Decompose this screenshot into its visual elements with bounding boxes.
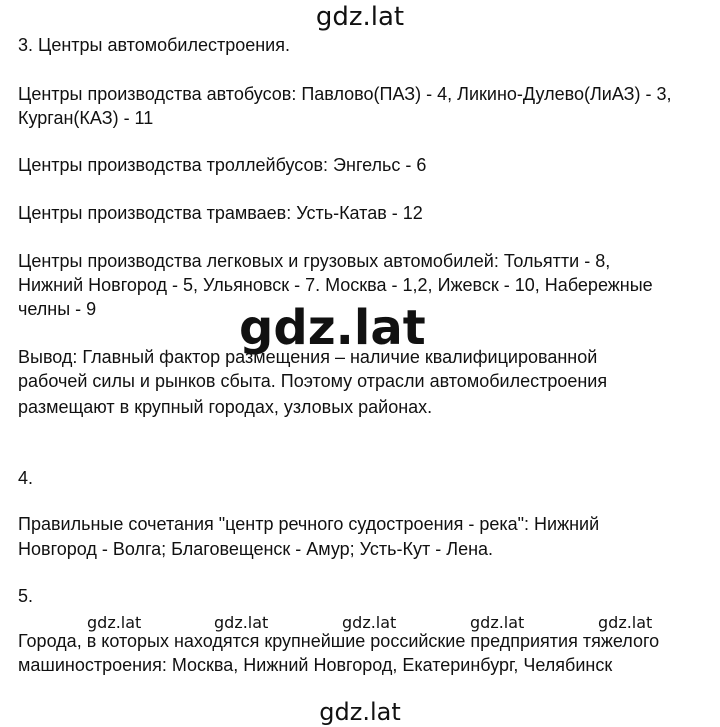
- conclusion-line-3: размещают в крупный городах, узловых районах.: [18, 397, 433, 417]
- watermark-small-4: gdz.lat: [470, 613, 525, 632]
- watermark-small-1: gdz.lat: [87, 613, 142, 632]
- watermark-center: gdz.lat: [239, 300, 426, 356]
- heavy-machinery-line-2: машиностроения: Москва, Нижний Новгород, Екатеринбург, Челябинск: [18, 655, 613, 675]
- car-centers-line-1: Центры производства легковых и грузовых автомобилей: Тольятти - 8,: [18, 251, 611, 271]
- watermark-small-5: gdz.lat: [598, 613, 653, 632]
- watermark-small-2: gdz.lat: [214, 613, 269, 632]
- section-4-heading: 4.: [18, 468, 34, 488]
- section-3-heading: 3. Центры автомобилестроения.: [18, 35, 290, 55]
- heavy-machinery-line-1: Города, в которых находятся крупнейшие российские предприятия тяжелого: [18, 631, 660, 651]
- tram-centers-line: Центры производства трамваев: Усть-Катав - 12: [18, 203, 423, 223]
- watermark-small-3: gdz.lat: [342, 613, 397, 632]
- conclusion-line-1: Вывод: Главный фактор размещения – наличие квалифицированной: [18, 347, 598, 367]
- watermark-bottom: gdz.lat: [319, 698, 401, 726]
- car-centers-line-2: Нижний Новгород - 5, Ульяновск - 7. Москва - 1,2, Ижевск - 10, Набережные: [18, 275, 653, 295]
- shipbuilding-line-2: Новгород - Волга; Благовещенск - Амур; Усть-Кут - Лена.: [18, 539, 494, 559]
- watermark-top: gdz.lat: [315, 2, 405, 32]
- car-centers-line-3: челны - 9: [18, 299, 97, 319]
- section-5-heading: 5.: [18, 586, 34, 606]
- shipbuilding-line-1: Правильные сочетания "центр речного судостроения - река": Нижний: [18, 514, 600, 534]
- conclusion-line-2: рабочей силы и рынков сбыта. Поэтому отрасли автомобилестроения: [18, 371, 608, 391]
- bus-centers-line-2: Курган(КАЗ) - 11: [18, 108, 154, 128]
- bus-centers-line-1: Центры производства автобусов: Павлово(ПАЗ) - 4, Ликино-Дулево(ЛиАЗ) - 3,: [18, 84, 672, 104]
- trolleybus-centers-line: Центры производства троллейбусов: Энгельс - 6: [18, 155, 427, 175]
